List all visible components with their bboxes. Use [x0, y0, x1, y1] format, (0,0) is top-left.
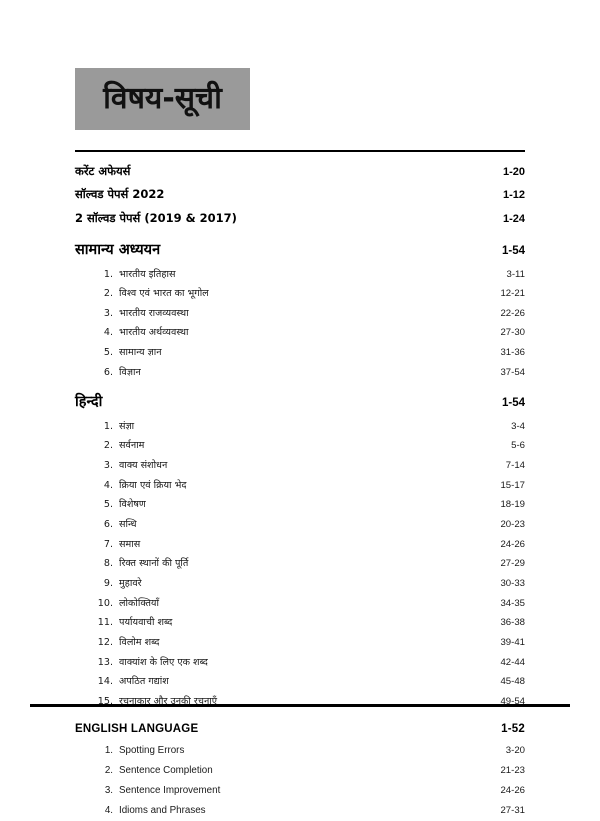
list-item-label-wrap [93, 436, 144, 456]
list-item-label: Sentence Completion [119, 764, 213, 776]
list-item[interactable] [75, 343, 525, 363]
list-item-number: 7. [103, 538, 113, 550]
list-item-pages: 30-33 [500, 577, 525, 589]
list-item-label: संज्ञा [119, 420, 135, 432]
toc-entry-pages: 1-12 [502, 189, 525, 202]
list-item[interactable] [75, 672, 525, 692]
list-item[interactable] [75, 594, 525, 614]
list-item[interactable] [75, 535, 525, 555]
list-item-number: 11. [97, 617, 113, 629]
list-item-number: 9. [103, 577, 113, 589]
list-item-label-wrap [93, 476, 186, 496]
list-item-number: 4. [103, 327, 113, 339]
list-item-number: 8. [103, 558, 113, 570]
list-item-label: भारतीय अर्थव्यवस्था [119, 327, 189, 339]
list-item[interactable] [75, 304, 525, 324]
list-item-label-wrap [93, 761, 213, 781]
list-item-number: 3. [104, 785, 113, 797]
list-item-pages: 7-14 [505, 459, 525, 471]
list-item[interactable] [75, 613, 525, 633]
list-item-pages: 34-35 [500, 597, 525, 609]
list-item-label-wrap [93, 515, 137, 535]
list-item-label: क्रिया एवं क्रिया भेद [119, 479, 187, 491]
list-item-pages: 3-11 [506, 268, 525, 280]
list-item-number: 3. [103, 307, 113, 319]
list-item-label-wrap [93, 363, 141, 383]
list-item-pages: 49-54 [500, 695, 525, 707]
list-item-number: 13. [97, 656, 113, 668]
list-item-pages: 27-29 [500, 558, 525, 570]
list-item[interactable] [75, 323, 525, 343]
header-divider [75, 150, 525, 152]
section-heading-hindi[interactable] [75, 391, 525, 414]
toc-entry-pages: 1-24 [502, 212, 525, 225]
list-item-label-wrap [93, 653, 208, 673]
list-item-number: 6. [103, 518, 113, 530]
list-item-label: रचनाकार और उनकी रचनाएँ [119, 695, 218, 707]
list-item-label-wrap [93, 495, 146, 515]
section-heading-pages: 1-54 [501, 245, 525, 258]
list-item-number: 14. [97, 676, 113, 688]
list-item-pages: 18-19 [500, 499, 525, 511]
list-item-label: पर्यायवाची शब्द [119, 617, 173, 629]
list-item-number: 3. [103, 459, 113, 471]
list-item-label: विलोम शब्द [119, 636, 160, 648]
list-item-number: 12. [97, 636, 113, 648]
section-heading-pages: 1-52 [501, 723, 525, 736]
section-heading-english-language[interactable] [75, 720, 525, 738]
list-item-pages: 37-54 [500, 366, 525, 378]
list-item-label-wrap [93, 594, 159, 614]
list-item-number: 5. [103, 347, 113, 359]
list-item[interactable] [75, 781, 525, 801]
page-title-block [75, 68, 250, 130]
list-item[interactable] [75, 363, 525, 383]
toc-entry-label: करेंट अफेयर्स [75, 164, 131, 178]
list-item-pages: 24-26 [500, 785, 525, 797]
list-item-number: 1. [103, 420, 113, 432]
list-item-number: 4. [104, 805, 113, 817]
list-item-label: Sentence Improvement [119, 785, 221, 797]
list-item-label: भारतीय राजव्यवस्था [119, 307, 189, 319]
list-item-label-wrap [93, 554, 188, 574]
list-item-pages: 36-38 [500, 617, 525, 629]
list-item-label-wrap [93, 535, 140, 555]
list-item-label-wrap [93, 323, 189, 343]
section-heading-pages: 1-54 [501, 397, 525, 410]
list-item[interactable] [75, 515, 525, 535]
list-item-pages: 24-26 [500, 538, 525, 550]
list-item-label: समास [119, 538, 141, 550]
list-item-label-wrap [93, 456, 167, 476]
list-item-pages: 27-31 [500, 805, 525, 817]
toc-entry[interactable] [75, 207, 525, 230]
list-item-label: सर्वनाम [119, 440, 145, 452]
list-item-label-wrap [93, 672, 169, 692]
list-item-pages: 42-44 [500, 656, 525, 668]
list-item-label-wrap [93, 304, 189, 324]
list-item-pages: 15-17 [500, 479, 525, 491]
page-title: विषय-सूची [103, 81, 222, 116]
list-item-label-wrap [93, 741, 184, 761]
table-of-contents [75, 160, 525, 821]
list-item-label-wrap [93, 417, 134, 437]
list-item[interactable] [75, 436, 525, 456]
list-item-label-wrap [93, 801, 206, 821]
list-item-label: विशेषण [119, 499, 146, 511]
list-item-pages: 22-26 [500, 307, 525, 319]
list-item-pages: 31-36 [500, 347, 525, 359]
list-item[interactable] [75, 801, 525, 821]
list-item-number: 5. [103, 499, 113, 511]
list-item-number: 6. [103, 366, 113, 378]
list-item-label: Spotting Errors [119, 744, 185, 756]
list-item-label-wrap [93, 343, 162, 363]
list-item[interactable] [75, 417, 525, 437]
list-item-label: लोकोक्तियाँ [119, 597, 159, 609]
list-item-label: विज्ञान [119, 366, 141, 378]
footer-divider [30, 704, 570, 707]
toc-entry-label: सॉल्वड पेपर्स 2022 [75, 187, 165, 202]
list-item-label-wrap [93, 284, 209, 304]
list-item-number: 1. [103, 268, 113, 280]
list-item-label: अपठित गद्यांश [119, 676, 169, 688]
list-item[interactable] [75, 284, 525, 304]
list-item-label: सामान्य ज्ञान [119, 347, 162, 359]
toc-entry-label: 2 सॉल्वड पेपर्स (2019 & 2017) [75, 210, 237, 225]
section-heading-label: सामान्य अध्ययन [75, 242, 161, 259]
list-item-label-wrap [93, 574, 142, 594]
list-item-number: 4. [103, 479, 113, 491]
list-item-label-wrap [93, 613, 172, 633]
list-item[interactable] [75, 761, 525, 781]
list-item-pages: 27-30 [500, 327, 525, 339]
section-heading-samanya-adhyayan[interactable] [75, 239, 525, 262]
list-item[interactable] [75, 574, 525, 594]
list-item-number: 2. [104, 764, 113, 776]
list-item[interactable] [75, 495, 525, 515]
list-item-label: रिक्त स्थानों की पूर्ति [119, 558, 189, 570]
list-item[interactable] [75, 692, 525, 712]
toc-entry[interactable] [75, 183, 525, 206]
section-heading-label: हिन्दी [75, 394, 103, 411]
list-item[interactable] [75, 476, 525, 496]
list-item[interactable] [75, 456, 525, 476]
list-item-label: वाक्य संशोधन [119, 459, 168, 471]
section-heading-label: ENGLISH LANGUAGE [75, 723, 199, 736]
list-item-number: 1. [104, 744, 113, 756]
toc-entry-pages: 1-20 [502, 166, 525, 178]
list-item-label: सन्धि [119, 518, 137, 530]
list-item-pages: 39-41 [500, 636, 525, 648]
list-item-label-wrap [93, 265, 175, 285]
list-item[interactable] [75, 653, 525, 673]
list-item-label: विश्व एवं भारत का भूगोल [119, 288, 209, 300]
list-item-label: वाक्यांश के लिए एक शब्द [119, 656, 208, 668]
list-item-pages: 3-4 [511, 420, 525, 432]
list-item[interactable] [75, 633, 525, 653]
list-item-label: Idioms and Phrases [119, 805, 206, 817]
list-item-label: भारतीय इतिहास [119, 268, 176, 280]
list-item-label-wrap [93, 692, 217, 712]
list-item-number: 2. [103, 440, 113, 452]
list-item-pages: 45-48 [500, 676, 525, 688]
list-item-number: 2. [103, 288, 113, 300]
toc-entry[interactable] [75, 160, 525, 183]
list-item-label-wrap [93, 781, 220, 801]
list-item[interactable] [75, 265, 525, 285]
list-item-number: 15. [97, 695, 113, 707]
list-item-pages: 12-21 [500, 288, 525, 300]
list-item-label: मुहावरे [119, 577, 142, 589]
list-item[interactable] [75, 554, 525, 574]
list-item-pages: 20-23 [500, 518, 525, 530]
list-item-pages: 5-6 [511, 440, 525, 452]
list-item-pages: 3-20 [505, 744, 525, 756]
list-item-pages: 21-23 [500, 764, 525, 776]
list-item[interactable] [75, 741, 525, 761]
list-item-number: 10. [97, 597, 113, 609]
list-item-label-wrap [93, 633, 159, 653]
